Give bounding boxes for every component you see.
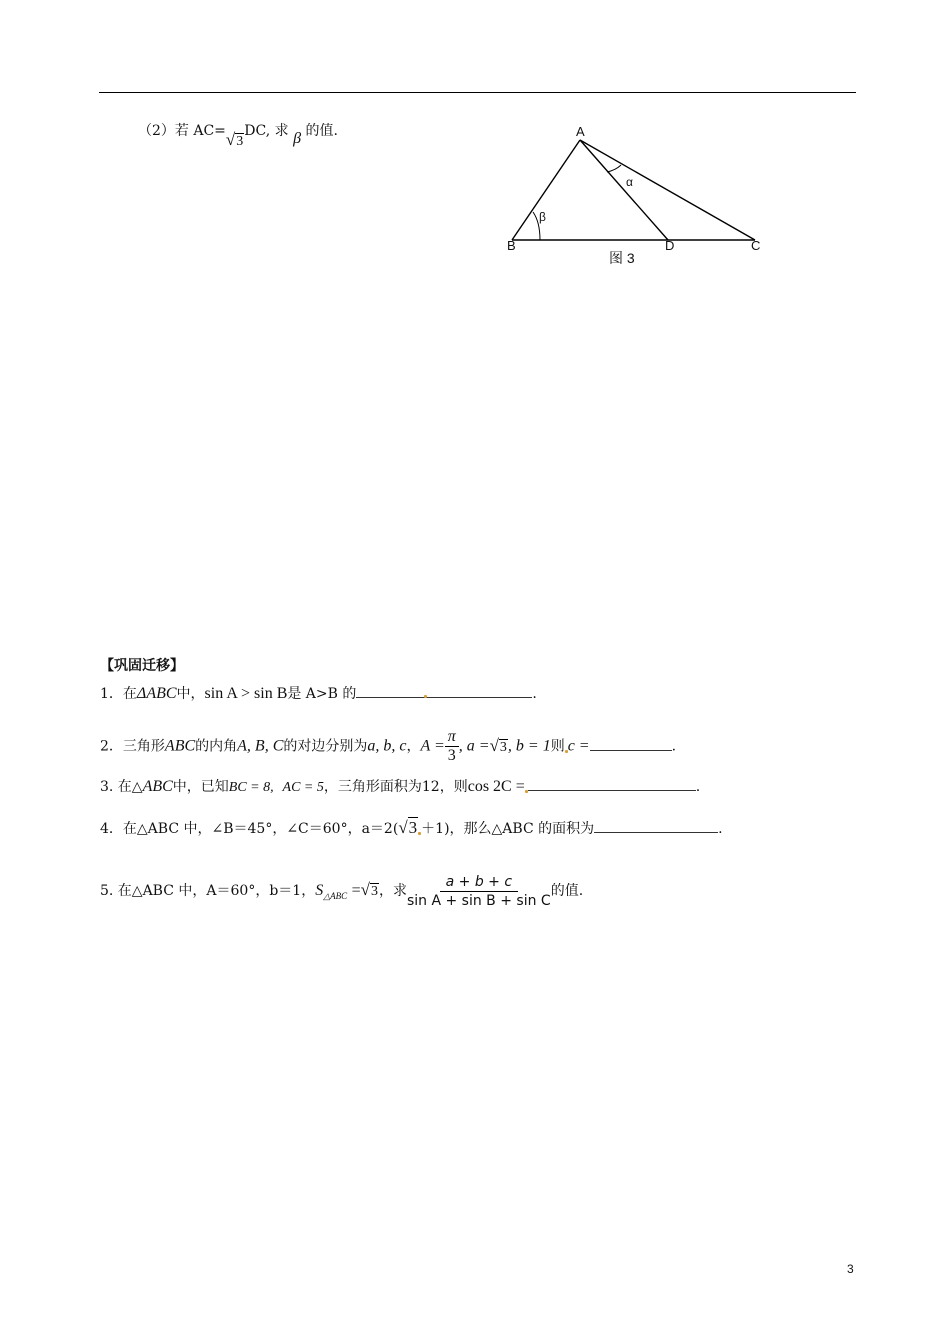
answer-blank-1[interactable]	[356, 683, 532, 698]
vertex-c-label: C	[751, 238, 761, 253]
vertex-b-label: B	[507, 238, 516, 253]
angle-alpha-label: α	[626, 175, 633, 189]
sqrt-3: √3	[398, 818, 418, 837]
vertex-a-label: A	[576, 124, 585, 139]
question-3: 3. 在△ABC中，已知BC = 8, AC = 5，三角形面积为12，则cos 2C = .	[100, 778, 701, 795]
sqrt-3: √3	[225, 130, 244, 149]
question-4: 4．在△ABC 中，∠B＝45°，∠C＝60°，a＝2(√3 ＋1)，那么△ABC 的面积为 .	[100, 818, 723, 837]
fraction-expression: $\frac{a + b + c}{\text{sin A + sin B + sin C}}$	[406, 873, 551, 909]
fraction-pi-over-3: $\frac{\pi}{3}$	[445, 728, 459, 765]
figure-caption: 图 3	[609, 250, 635, 266]
header-rule	[99, 92, 856, 93]
part2-question: （2）若 AC=√3DC, 求 β 的值.	[138, 120, 338, 142]
vertex-d-label: D	[665, 238, 675, 253]
figure-3	[500, 122, 770, 272]
angle-beta-label: β	[539, 210, 546, 224]
triangle-diagram	[500, 122, 770, 272]
answer-blank-2[interactable]	[590, 736, 672, 751]
answer-blank-4[interactable]	[594, 818, 718, 833]
section-title: 【巩固迁移】	[100, 658, 184, 674]
question-1: 1．在ΔABC中，sin A > sin B是 A>B 的 .	[100, 685, 537, 702]
sqrt-3: √3	[489, 735, 507, 755]
question-5: 5. 在△ABC 中，A＝60°，b＝1，$S_{\triangle ABC} =√3$，求 $\frac{a + b + c}{\text{sin A + sin B + sin C}}$ 的值.	[100, 870, 583, 916]
question-2: 2．三角形ABC的内角A, B, C的对边分别为a, b, c，A = $\frac{\pi}{3}$ , a =√3, b = 1则 c = .	[100, 728, 677, 764]
page-number: 3	[847, 1262, 854, 1276]
sqrt-3: √3	[360, 880, 378, 899]
answer-blank-3[interactable]	[528, 776, 696, 791]
